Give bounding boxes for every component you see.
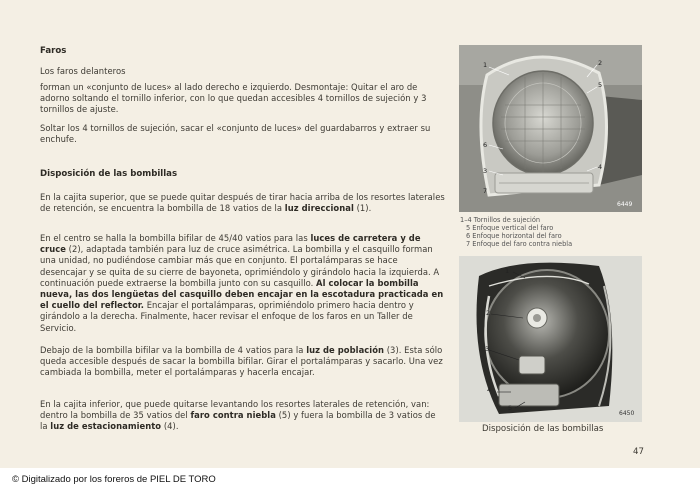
fig2-label-5: 5 — [508, 404, 513, 412]
fig2-label-1: 1 — [505, 267, 510, 275]
paragraph-soltar-tornillos: Soltar los 4 tornillos de sujeción, sacar el «conjunto de luces» del guardabarros y extraer su enchufe. — [40, 123, 431, 145]
fig1-label-3: 3 — [483, 167, 488, 175]
fig1-label-7: 7 — [483, 187, 488, 195]
fig1-label-4: 4 — [598, 163, 603, 171]
fig2-label-4: 4 — [487, 386, 492, 394]
paragraph-cajita-superior: En la cajita superior, que se puede quitar después de tirar hacia arriba de los resortes laterales de retención, se encuentra la bombilla de 18 vatios de la luz direccional (1). — [40, 192, 445, 214]
paragraph-desmontaje: forman un «conjunto de luces» al lado derecho e izquierdo. Desmontaje: Quitar el aro de adorno soltando el tornillo inferior, con lo que quedan accesibles 4 tornillos de sujeción y 3 tornillos de ajuste. — [40, 82, 427, 115]
fig1-legend-line-1: 1–4 Tornillos de sujeción — [460, 216, 541, 224]
footer-credit: © Digitalizado por los foreros de PIEL DE TORO — [12, 474, 216, 485]
headlight-rear-illustration — [459, 256, 642, 422]
fig1-label-1: 1 — [483, 61, 488, 69]
fig2-caption: Disposición de las bombillas — [482, 424, 604, 434]
footer-bar — [0, 468, 700, 492]
fig2-label-2: 2 — [486, 309, 491, 317]
fig1-legend-line-4: 7 Enfoque del faro contra niebla — [466, 240, 573, 248]
fig1-label-6: 6 — [483, 141, 488, 149]
fig1-legend-line-3: 6 Enfoque horizontal del faro — [466, 232, 562, 240]
paragraph-bombilla-bifilar: En el centro se halla la bombilla bifilar de 45/40 vatios para las luces de carretera y de cruce (2), adaptada también para luz de cruce asimétrica. La bombilla y el casquillo forman una unidad, no pudiéndose cambiar más que en conjunto. El portalámparas se hace desencajar y se quita de su cierre de bayoneta, oprimiéndolo y girándolo hacia la izquierda. A continuación puede extraerse la bombilla junto con su casquillo. Al colocar la bombilla nueva, las dos lengüetas del casquillo deben encajar en la escotadura practicada en el cuello del reflector. Encajar el portalámparas, oprimiéndolo primero hacia dentro y girándolo a la derecha. Finalmente, hacer revisar el enfoque de los faros en un Taller de Servicio. — [40, 233, 444, 333]
heading-faros: Faros — [40, 46, 67, 56]
fig1-code: 6449 — [617, 201, 633, 208]
page-number: 47 — [633, 447, 644, 457]
subheading-faros-delanteros: Los faros delanteros — [40, 66, 126, 76]
paragraph-cajita-inferior: En la cajita inferior, que puede quitarse levantando los resortes laterales de retención, van: dentro la bombilla de 35 vatios del faro contra niebla (5) y fuera la bombilla de 3 vatios de la luz de estacionamiento (4). — [40, 399, 436, 432]
headlight-rear-photo — [459, 256, 642, 422]
heading-disposicion-bombillas: Disposición de las bombillas — [40, 169, 178, 179]
fig1-legend-line-2: 5 Enfoque vertical del faro — [466, 224, 554, 232]
fig1-label-5: 5 — [598, 81, 603, 89]
fig2-label-3: 3 — [485, 345, 490, 353]
paragraph-luz-poblacion: Debajo de la bombilla bifilar va la bombilla de 4 vatios para la luz de población (3). Esta sólo queda accesible después de sacar la bombilla bifilar. Girar el portalámparas y sacarlo. Una vez cambiada la bombilla, meter el portalámparas y hacerla encajar. — [40, 345, 443, 378]
fig2-code: 6450 — [619, 410, 635, 417]
headlight-front-photo — [459, 45, 642, 212]
fig1-label-2: 2 — [598, 59, 603, 67]
